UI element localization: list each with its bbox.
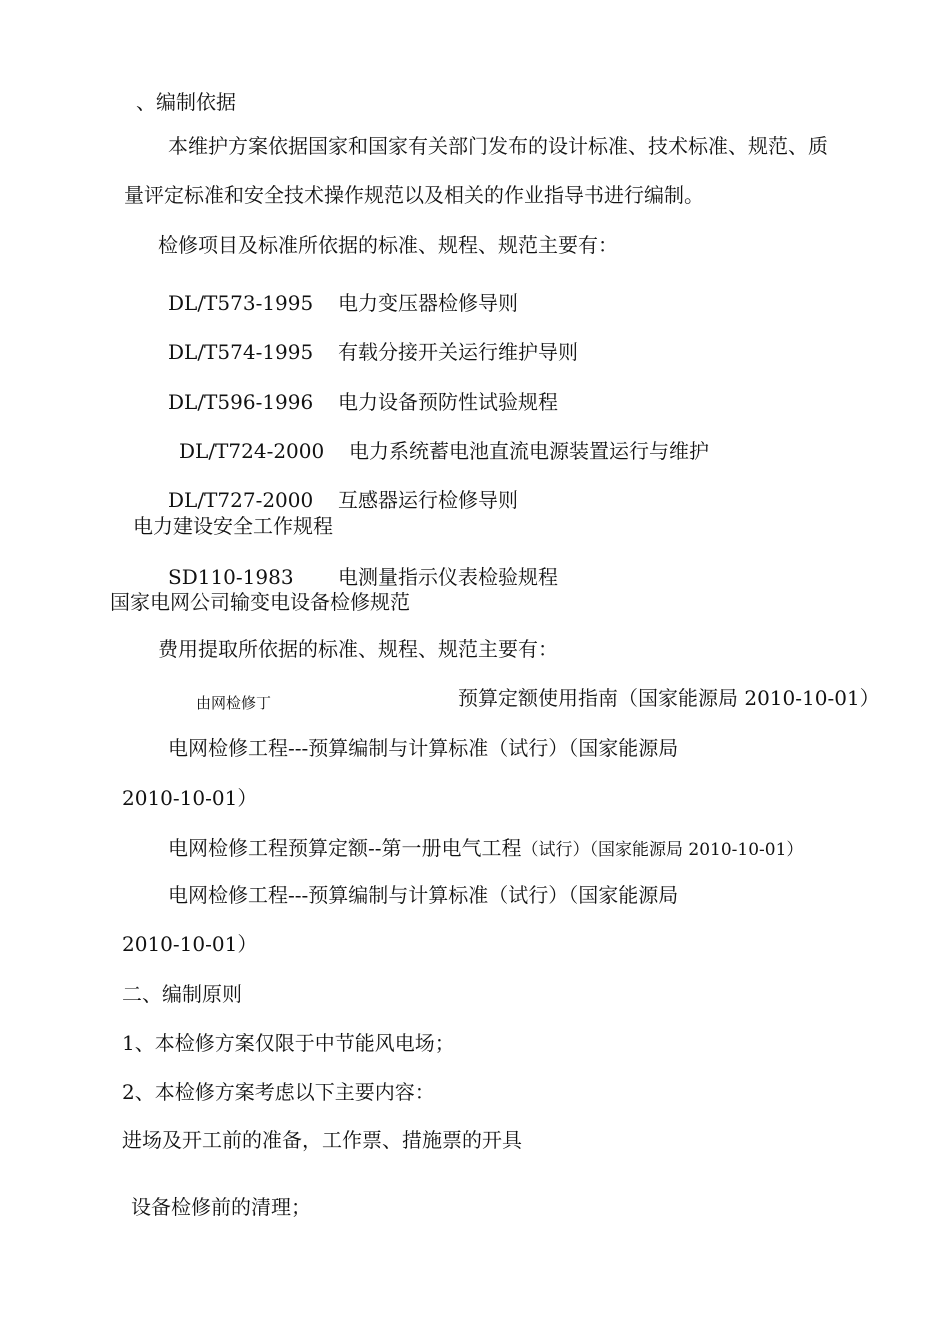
standard-item — [168, 389, 558, 415]
fee-item-3-main: 电网检修工程预算定额--第一册电气工程 — [168, 836, 522, 860]
list-item: 1、本检修方案仅限于中节能风电场； — [122, 1031, 455, 1055]
standard-item — [110, 589, 410, 615]
fee-item-1-right: 预算定额使用指南（国家能源局 2010-10-01） — [458, 686, 880, 710]
standard-title: 互感器运行检修导则 — [338, 488, 518, 512]
standard-title: 电力系统蓄电池直流电源装置运行与维护 — [349, 439, 709, 463]
paragraph-basis-line-2: 量评定标准和安全技术操作规范以及相关的作业指导书进行编制。 — [124, 183, 704, 207]
standard-title: 有载分接开关运行维护导则 — [338, 340, 578, 364]
fee-item-1-left: 由网检修丁 — [196, 694, 272, 712]
standard-title: 国家电网公司输变电设备检修规范 — [110, 590, 410, 614]
standard-code: SD110-1983 — [168, 565, 294, 589]
standard-code: DL/T596-1996 — [168, 390, 314, 414]
paragraph-fee-intro: 费用提取所依据的标准、规程、规范主要有： — [158, 637, 558, 661]
fee-item-3 — [168, 835, 803, 863]
fee-item-2-line-1: 电网检修工程---预算编制与计算标准（试行）（国家能源局 — [168, 736, 679, 760]
standard-title: 电力变压器检修导则 — [338, 291, 518, 315]
list-item: 设备检修前的清理； — [131, 1195, 311, 1219]
section-heading-2: 二、编制原则 — [122, 982, 242, 1006]
standard-item — [168, 339, 578, 365]
fee-item-4-line-1: 电网检修工程---预算编制与计算标准（试行）（国家能源局 — [168, 883, 679, 907]
fee-item-3-small: （试行）（国家能源局 2010-10-01） — [521, 840, 804, 860]
paragraph-standards-intro: 检修项目及标准所依据的标准、规程、规范主要有： — [158, 233, 618, 257]
standard-title: 电测量指示仪表检验规程 — [338, 565, 558, 589]
fee-item-4-line-2: 2010-10-01） — [122, 932, 258, 956]
standard-item — [133, 513, 333, 539]
section-heading-1: 、编制依据 — [136, 90, 236, 114]
standard-item — [168, 564, 558, 590]
standard-title: 电力建设安全工作规程 — [133, 514, 333, 538]
standard-code: DL/T573-1995 — [168, 291, 314, 315]
list-item: 进场及开工前的准备，工作票、措施票的开具 — [122, 1128, 522, 1152]
standard-title: 电力设备预防性试验规程 — [338, 390, 558, 414]
standard-code: DL/T574-1995 — [168, 340, 314, 364]
list-item: 2、本检修方案考虑以下主要内容： — [122, 1080, 435, 1104]
fee-item-2-line-2: 2010-10-01） — [122, 786, 258, 810]
standard-item — [179, 438, 709, 464]
standard-code: DL/T724-2000 — [179, 439, 325, 463]
standard-code: DL/T727-2000 — [168, 488, 314, 512]
standard-item — [168, 290, 518, 316]
standard-item — [168, 487, 518, 513]
paragraph-basis-line-1: 本维护方案依据国家和国家有关部门发布的设计标准、技术标准、规范、质 — [168, 134, 828, 158]
